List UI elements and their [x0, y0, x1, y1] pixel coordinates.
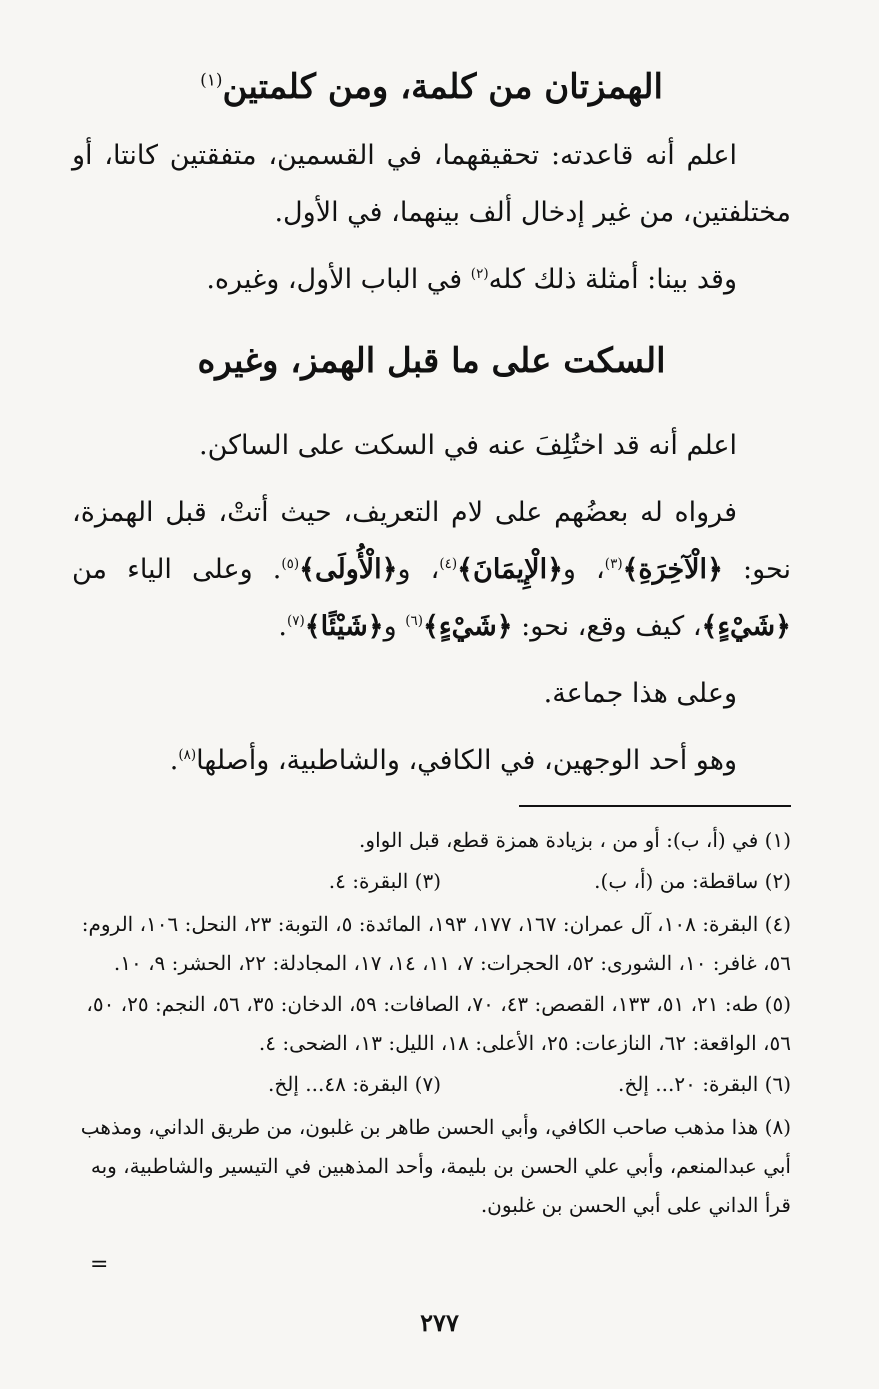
quran-word: ﴿شَيْءٍ﴾ — [423, 611, 513, 642]
text-run: . — [169, 745, 179, 776]
footnote-marker[interactable]: (٢) — [470, 266, 489, 282]
text-run: . — [278, 611, 287, 642]
footnote-divider — [519, 805, 791, 807]
paragraph: اعلم أنه قاعدته: تحقيقهما، في القسمين، متفقتين كانتا، أو مختلفتين، من غير إدخال ألف بينهما، في الأول. — [72, 140, 791, 228]
continuation-mark: = — [90, 1252, 109, 1277]
section-title-hamzatan — [72, 62, 791, 113]
footnote-4: (٤) البقرة: ١٠٨، آل عمران: ١٦٧، ١٧٧، ١٩٣، المائدة: ٥، التوبة: ٢٣، النحل: ١٠٦، الروم: ٥٦، غافر: ١٠، الشورى: ٥٢، الحجرات: ٧، ١١، ١٤، ١٧، المجادلة: ٢٢، الحشر: ٩، ١٠. — [81, 912, 791, 975]
footnote-marker[interactable]: (٣) — [604, 556, 623, 572]
footnote-2: (٢) ساقطة: من (أ، ب). — [594, 869, 791, 893]
paragraph: اعلم أنه قد اختُلِفَ عنه في السكت على الساكن. — [199, 430, 737, 461]
quran-word: ﴿الْآخِرَةِ﴾ — [622, 554, 723, 585]
footnote-marker[interactable]: (٨) — [178, 747, 197, 763]
text-run: ، كيف وقع، نحو: — [512, 611, 702, 642]
quran-word: ﴿شَيْءٍ﴾ — [701, 611, 791, 642]
footnote-marker[interactable]: (٤) — [439, 556, 458, 572]
footnote-5: (٥) طه: ٢١، ٥١، ١٣٣، القصص: ٤٣، ٧٠، الصافات: ٥٩، الدخان: ٣٥، ٥٦، النجم: ٢٥، ٥٠، ٥٦، الواقعة: ٦٢، النازعات: ٢٥، الأعلى: ١٨، الليل: ١٣، الضحى: ٤. — [86, 992, 791, 1055]
footnote-row — [72, 862, 791, 903]
text-run: وقد بينا: أمثلة ذلك كله — [488, 264, 737, 295]
section-title-text: الهمزتان من كلمة، ومن كلمتين — [222, 67, 663, 107]
footnotes — [72, 821, 791, 1225]
footnote-marker[interactable]: (٧) — [286, 613, 305, 629]
paragraph — [72, 732, 791, 789]
quran-word: ﴿الْأُولَى﴾ — [299, 554, 398, 585]
footnote-row — [72, 1065, 791, 1106]
footnote-1: (١) في (أ، ب): أو من ، بزيادة همزة قطع، قبل الواو. — [359, 828, 791, 852]
footnote-8: (٨) هذا مذهب صاحب الكافي، وأبي الحسن طاهر بن غلبون، من طريق الداني، ومذهب أبي عبدالمنعم، وأبي علي الحسن بن بليمة، وأحد المذهبين في التيسير والشاطبية، وبه قرأ الداني على أبي الحسن بن غلبون. — [80, 1115, 791, 1217]
footnote-marker[interactable]: (٥) — [281, 556, 300, 572]
text-run: و — [383, 611, 406, 642]
paragraph — [72, 251, 791, 308]
paragraph: وعلى هذا جماعة. — [543, 678, 737, 709]
page-number: ٢٧٧ — [420, 1308, 459, 1337]
text-run: في الباب الأول، وغيره. — [206, 264, 471, 295]
text-run: فرواه له بعضُهم على لام التعريف، حيث أتتْ، قبل الهمزة، نحو: — [72, 497, 791, 585]
footnote-marker[interactable]: (١) — [200, 70, 223, 91]
footnote-3: (٣) البقرة: ٤. — [328, 869, 441, 893]
text-run: وهو أحد الوجهين، في الكافي، والشاطبية، وأصلها — [196, 745, 737, 776]
footnote-marker[interactable]: (٦) — [405, 613, 424, 629]
text-run: ، و — [562, 554, 605, 585]
text-run: ، و — [397, 554, 440, 585]
section-title-sakt: السكت على ما قبل الهمز، وغيره — [197, 341, 666, 381]
quran-word: ﴿شَيْئًا﴾ — [304, 611, 384, 642]
quran-word: ﴿الْإِيمَانَ﴾ — [457, 554, 563, 585]
paragraph — [72, 484, 791, 655]
footnote-6: (٦) البقرة: ٢٠... إلخ. — [618, 1072, 791, 1096]
text-run: . وعلى الياء من — [72, 554, 282, 585]
footnote-7: (٧) البقرة: ٤٨... إلخ. — [268, 1072, 441, 1096]
